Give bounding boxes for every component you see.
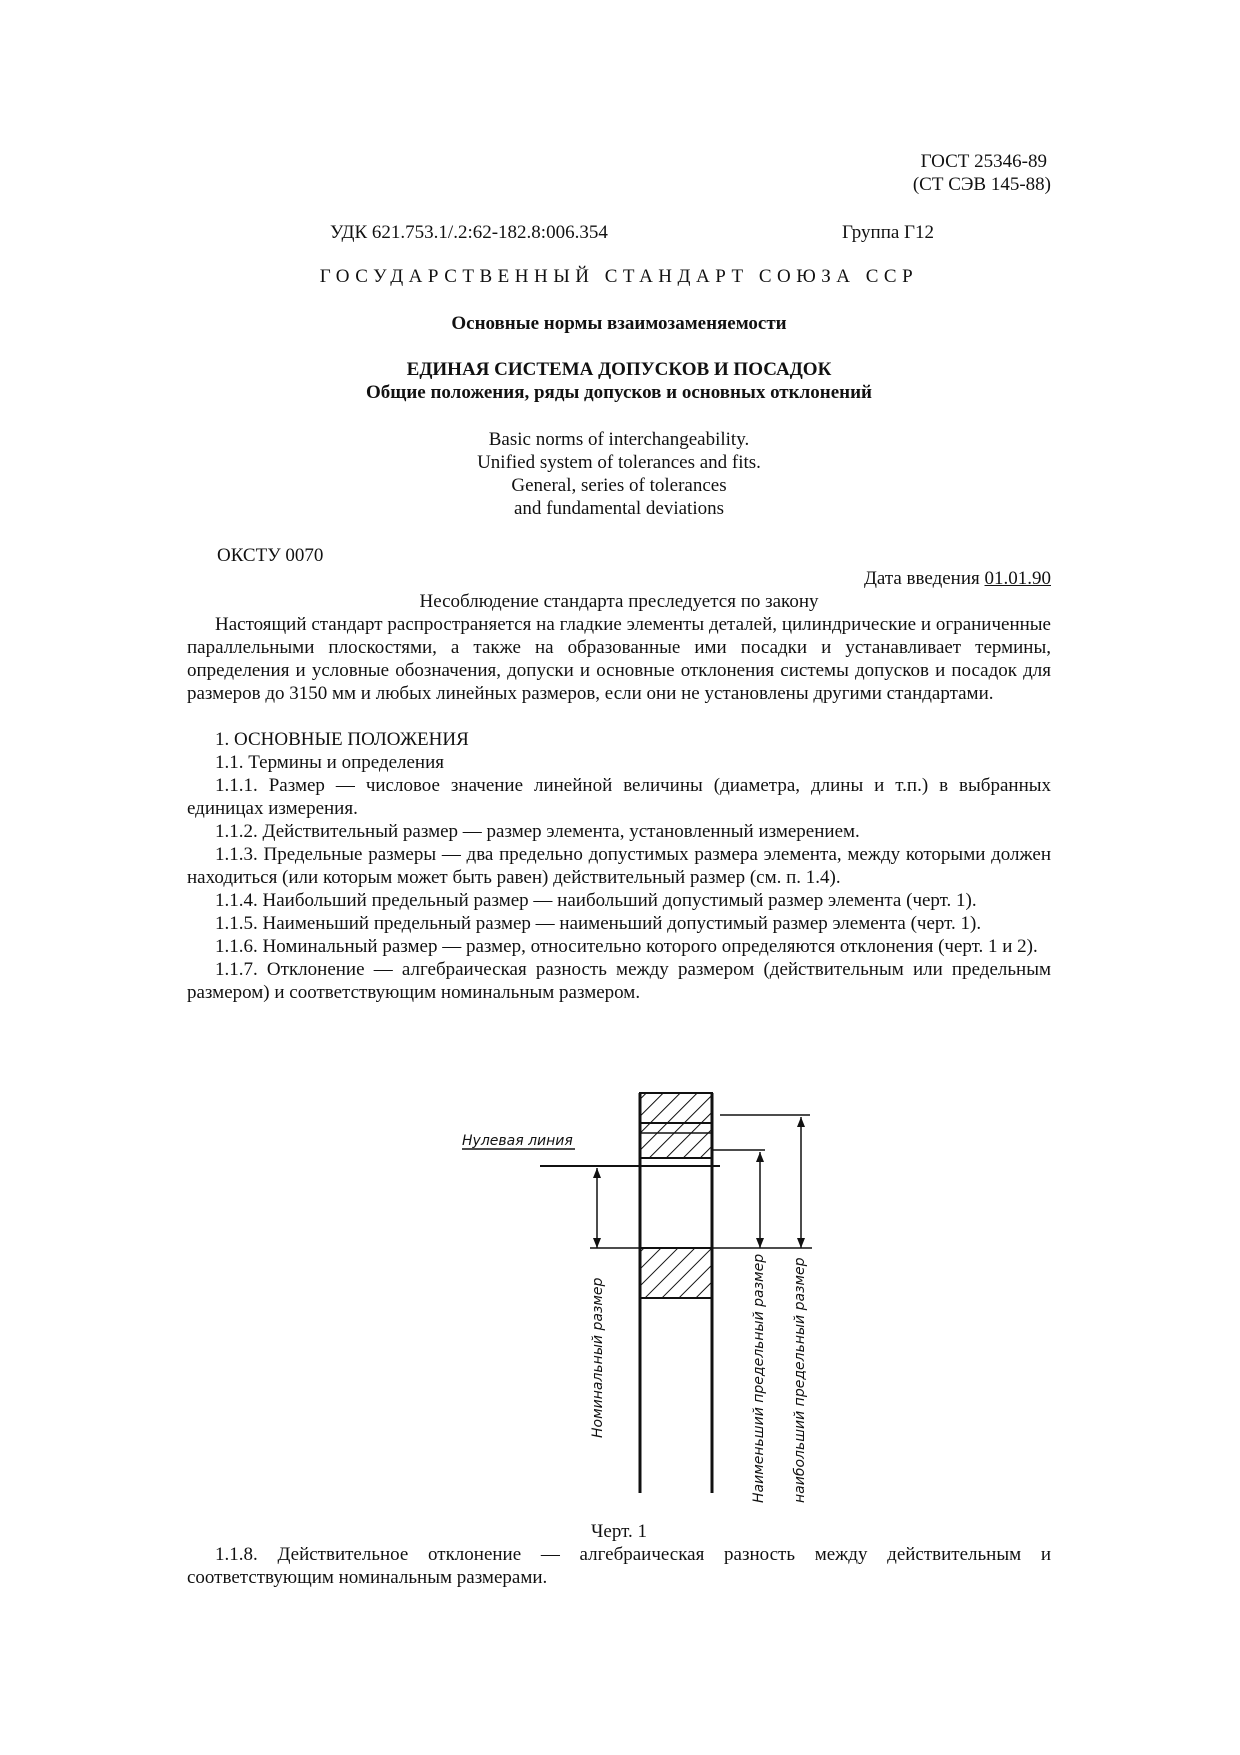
figure-1-caption: Черт. 1 <box>591 1521 647 1542</box>
state-standard-heading: ГОСУДАРСТВЕННЫЙ СТАНДАРТ СОЮЗА ССР <box>319 266 919 287</box>
introduction-date <box>864 567 1051 590</box>
series-title: Основные нормы взаимозаменяемости <box>451 313 787 334</box>
definition-1-1-3: 1.1.3. Предельные размеры — два предельно допустимых размера элемента, между которыми должен находиться (или которым может быть равен) действительный размер (см. п. 1.4). <box>187 844 1051 888</box>
english-title-line-1: Basic norms of interchangeability. <box>488 429 750 450</box>
subtitle: Общие положения, ряды допусков и основных отклонений <box>366 382 872 403</box>
section-heading: 1. ОСНОВНЫЕ ПОЛОЖЕНИЯ <box>215 729 469 750</box>
date-label: Дата введения <box>863 568 980 589</box>
udk-code: УДК 621.753.1/.2:62-182.8:006.354 <box>330 222 608 243</box>
nominal-arrow-top <box>593 1168 601 1178</box>
zero-line-label: Нулевая линия <box>462 1133 573 1149</box>
min-limit-arrow-top <box>756 1152 764 1162</box>
text-block-lower <box>187 1543 1051 1589</box>
lower-hatched-zone <box>640 1248 712 1298</box>
definition-1-1-5: 1.1.5. Наименьший предельный размер — наименьший допустимый размер элемента (черт. 1). <box>215 913 982 934</box>
definition-1-1-6: 1.1.6. Номинальный размер — размер, относительно которого определяются отклонения (черт. 1 и 2). <box>215 936 1038 957</box>
date-value: 01.01.90 <box>984 568 1051 589</box>
definition-1-1-1: 1.1.1. Размер — числовое значение линейной величины (диаметра, длины и т.п.) в выбранных единицах измерения. <box>187 775 1051 819</box>
st-sev-number: (СТ СЭВ 145-88) <box>912 174 1051 195</box>
nominal-arrow-bottom <box>593 1238 601 1248</box>
english-title-line-2: Unified system of tolerances and fits. <box>477 452 761 473</box>
max-limit-size-label: наибольший предельный размер <box>792 1257 808 1503</box>
max-limit-arrow-top <box>797 1117 805 1127</box>
law-notice: Несоблюдение стандарта преследуется по закону <box>419 591 819 612</box>
min-limit-arrow-bottom <box>756 1238 764 1248</box>
text-block-upper <box>187 613 1051 1004</box>
min-limit-size-label: Наименьший предельный размер <box>751 1253 767 1503</box>
okstu-code: ОКСТУ 0070 <box>217 545 324 566</box>
english-title-line-4: and fundamental deviations <box>514 498 724 519</box>
intro-paragraph: Настоящий стандарт распространяется на гладкие элементы деталей, цилиндрические и ограниченные параллельными плоскостями, а также на образованные ими посадки и устанавливает термины, определения и условные обозначения, допуски и основные отклонения системы допусков и посадок для размеров до 3150 мм и любых линейных размеров, если они не установлены другими стандартами. <box>187 614 1051 704</box>
figure-1-diagram <box>440 1078 840 1508</box>
upper-hatched-zone <box>640 1093 712 1158</box>
max-limit-arrow-bottom <box>797 1238 805 1248</box>
subsection-heading: 1.1. Термины и определения <box>215 752 445 773</box>
english-title-line-3: General, series of tolerances <box>511 475 727 496</box>
main-title: ЕДИНАЯ СИСТЕМА ДОПУСКОВ И ПОСАДОК <box>406 359 832 380</box>
definition-1-1-7: 1.1.7. Отклонение — алгебраическая разность между размером (действительным или предельным размером) и соответствующим номинальным размером. <box>187 959 1051 1003</box>
group-code: Группа Г12 <box>842 222 935 243</box>
nominal-size-label: Номинальный размер <box>590 1277 606 1438</box>
definition-1-1-8: 1.1.8. Действительное отклонение — алгебраическая разность между действительным и соответствующим номинальным размерами. <box>187 1544 1051 1588</box>
definition-1-1-2: 1.1.2. Действительный размер — размер элемента, установленный измерением. <box>215 821 860 842</box>
definition-1-1-4: 1.1.4. Наибольший предельный размер — наибольший допустимый размер элемента (черт. 1). <box>215 890 977 911</box>
gost-number: ГОСТ 25346-89 <box>920 151 1047 172</box>
